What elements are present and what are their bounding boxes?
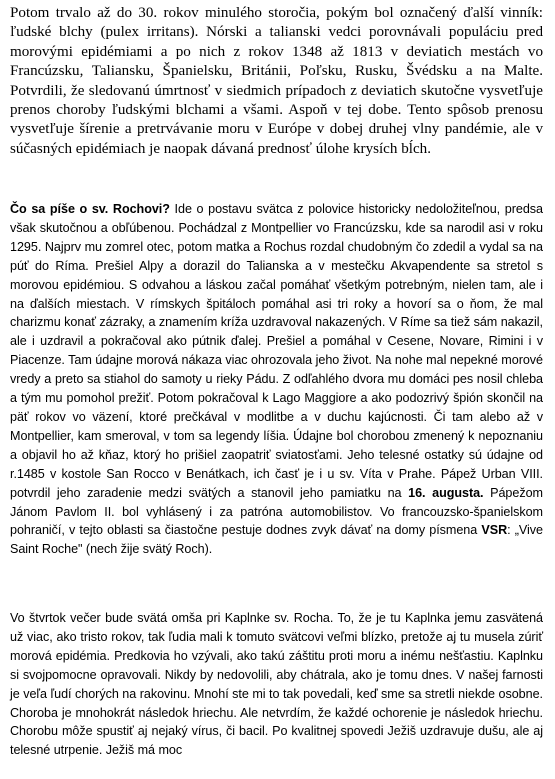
paragraph-text: Pápežom Jánom Pavlom II. bol vyhlásený i za patróna automobilistov. Vo francouzsko-španielskom pohraničí, v tejto oblasti sa čiastočne pestuje dodnes zvyk dávať na domy písmena [10,485,543,538]
feast-date: 16. augusta. [408,485,484,500]
paragraph-plague-fleas: Potom trvalo až do 30. rokov minulého storočia, pokým bol označený ďalší vinník: ľudské blchy (pulex irritans). Nórski a talianski vedci porovnávali populáciu pred morovými epidémiami a po nich z rokov 1348 až 1813 v deviatich mestách vo Francúzsku, Taliansku, Španielsku, Británii, Poľsku, Rusku, Švédsku a na Malte. Potvrdili, že sledovanú úmrtnosť v siedmich prípadoch z deviatich skutočne vysvetľuje prenos choroby ľudskými blchami a všami. Aspoň v tej dobe. Tento spôsob prenosu vysvetľuje šírenie a pretrvávanie moru v Európe v dobej druhej vlny pandémie, ale v súčasných epidémiach je naopak dávaná prednosť úlohe krysích bĺch. [10,5,543,157]
paragraph-text: Ide o postavu svätca z polovice historicky nedoložiteľnou, predsa však skutočnou a obľúbenou. Pochádzal z Montpellier vo Francúzsku, kde sa narodil asi v roku 1295. Najprv mu zomrel otec, potom matka a Rochus rozdal chudobným čo zdedil a vydal sa na púť do Ríma. Prešiel Alpy a dorazil do Talianska a v mestečku Akvapendente sa stretol s morovou epidémiou. S odvahou a láskou začal pomáhať všetkým potrebným, nielen tam, ale i na ďalších miestach. V rímskych špitáloch pomáhal asi tri roky a hovorí sa o ňom, že mal charizmu konať zázraky, a znamením kríža uzdravoval nakazených. V Ríme sa tiež sám nakazil, ale i uzdravil a pokračoval ako pútnik ďalej. Prešiel a pomáhal v Cesene, Novare, Rimini i v Piacenze. Tam údajne morová nákaza viac ohrozovala jeho život. Na nohe mal nepekné morové vredy a preto sa stiahol do samoty u rieky Pádu. Z odľahlého dvora mu domáci pes nosil chleba a tým mu pomohol prežiť. Potom pokračoval k Lago Maggiore a ako podozrivý špión skončil na päť rokov vo väzení, ktoré prečkával v modlitbe a v duchu kajúcnosti. Či tam alebo až v Montpellier, kam smeroval, v tom sa legendy líšia. Údajne bol chorobou zmenený k nepoznaniu a objavil ho až kňaz, ktorý ho prišiel zaopatriť sviatosťami. Jeho telesné ostatky sú údajne od r.1485 v kostole San Rocco v Benátkach, ich časť je i u sv. Víta v Prahe. Pápež Urban VIII. potvrdil jeho zaradenie medzi svätých a stanovil jeho pamiatku na [10,202,543,500]
paragraph-saint-roch [10,200,543,559]
paragraph-text: : „Vive Saint Roche" (nech žije svätý Roch). [10,523,543,557]
vsr-letters: VSR [481,523,508,538]
section-heading: Čo sa píše o sv. Rochovi? [10,202,170,216]
paragraph-chapel-mass: Vo štvrtok večer bude svätá omša pri Kaplnke sv. Rocha. To, že je tu Kaplnka jemu zasvätená už viac, ako tristo rokov, tak ľudia mali k tomuto svätcovi veľmi blízko, pretože aj tu musela zúriť morová epidémia. Predkovia ho vzývali, ako takú záštitu proti moru a inému nešťastiu. Kaplnku si svojpomocne opravovali. Nikdy by nedovolili, aby chátrala, ako je tomu dnes. V našej farnosti je veľa ľudí chorých na rakovinu. Mnohí ste mi to tak povedali, keď sme sa stretli niekde osobne. Choroba je mnohokrát následok hriechu. Ale netvrdím, že každé ochorenie je následok hriechu. Chorobu môže spustiť aj nejaký vírus, či bacil. Po kvalitnej spovedi Ježiš uzdravuje dušu, ale aj telesné utrpenie. Ježiš má moc [10,611,543,758]
